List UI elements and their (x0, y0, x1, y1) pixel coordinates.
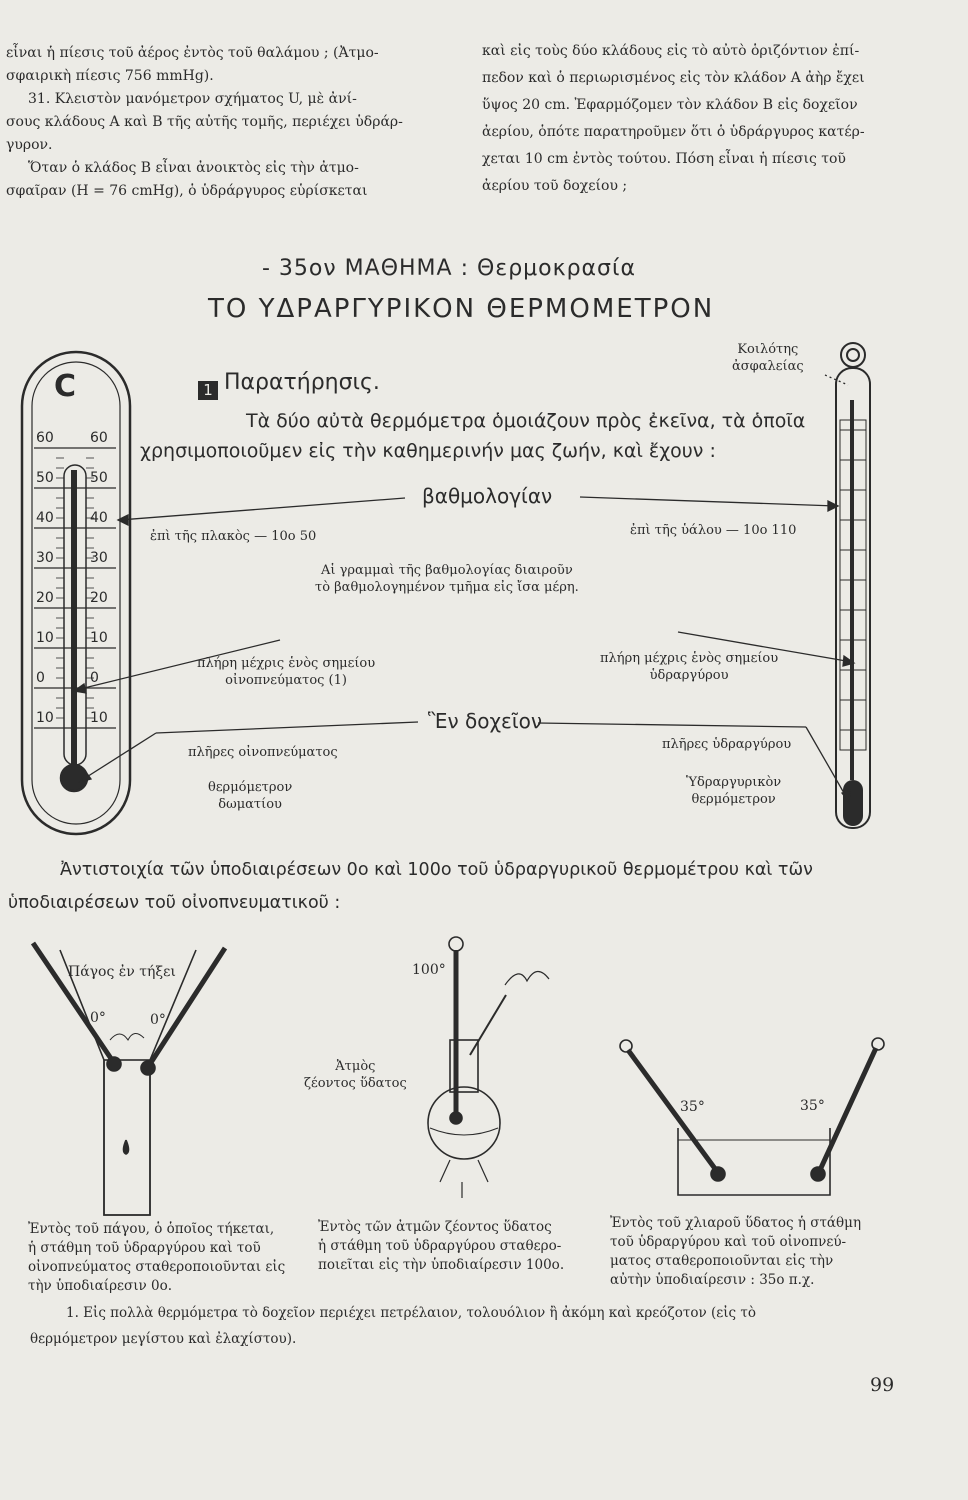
lesson-heading: - 35ον ΜΑΘΗΜΑ : Θερμοκρασία (262, 256, 636, 281)
mercury-thermometer (836, 343, 870, 828)
section-number: 1 (203, 381, 213, 399)
steam-cloud (505, 971, 549, 985)
mercury-thermometer-capillary (850, 400, 854, 780)
warm-thermometer-bulb-right (811, 1167, 825, 1181)
pointer-vessel-left (156, 722, 418, 733)
intro-line-1: Τὰ δύο αὐτὰ θερμόμετρα ὁμοιάζουν πρὸς ἐκεῖνα, τὰ ὁποῖα (246, 410, 806, 432)
pointer-vessel-right (538, 723, 806, 727)
label-line: ζέοντος ὕδατος (304, 1076, 407, 1091)
section-title: Παρατήρησις. (224, 370, 380, 395)
graduation-label: βαθμολογίαν (422, 484, 553, 508)
text-line: γυρον. (6, 137, 53, 153)
label-line: ἀσφαλείας (732, 359, 804, 374)
tick-label: 30 (90, 550, 108, 566)
lesson-title: ΤΟ ΥΔΡΑΡΓΥΡΙΚΟΝ ΘΕΡΜΟΜΕΤΡΟΝ (208, 294, 715, 324)
text-line: ὕψος 20 cm. Ἐφαρμόζομεν τὸν κλάδον B εἰς δοχεῖον (482, 97, 858, 113)
tick-label: 0 (90, 670, 99, 686)
tick-label: 30 (36, 550, 54, 566)
text-line: ἀερίου, ὁπότε παρατηροῦμεν ὅτι ὁ ὑδράργυρος κατέρ- (482, 124, 865, 140)
text-line: σους κλάδους A καὶ B τῆς αὐτῆς τομῆς, περιέχει ὑδράρ- (6, 114, 403, 130)
caption-line: τὴν ὑποδιαίρεσιν 0ο. (28, 1278, 173, 1294)
steam-outlet-tube (470, 995, 506, 1055)
text-line: πεδον καὶ ὁ περιωρισμένος εἰς τὸν κλάδον A ἀὴρ ἔχει (482, 70, 865, 86)
caption-line: Ὑδραργυρικὸν (686, 775, 782, 790)
tick-label: 20 (36, 590, 54, 606)
tick-label: 20 (90, 590, 108, 606)
caption-ice (28, 1220, 318, 1296)
ice-thermometer-bulb-right (141, 1061, 155, 1075)
page-number: 99 (870, 1374, 895, 1396)
safety-cavity-label (732, 341, 804, 375)
scale-letter: C (54, 369, 77, 404)
warm-degree-right: 35° (800, 1098, 825, 1114)
ice-degree-left: 0° (90, 1010, 106, 1026)
graduation-left-label: ἐπὶ τῆς πλακὸς — 10ο 50 (150, 529, 317, 544)
warm-degree-left: 35° (680, 1099, 705, 1115)
tick-label: 60 (36, 430, 54, 446)
warm-thermometer-bulb-left (711, 1167, 725, 1181)
intro-line-2: χρησιμοποιοῦμεν εἰς τὴν καθημερινήν μας ζωήν, καὶ ἔχουν : (140, 440, 716, 462)
mercury-thermometer-caption (686, 774, 781, 808)
vessel-left-label: πλῆρες οἰνοπνεύματος (188, 745, 338, 760)
text-line: καὶ εἰς τοὺς δύο κλάδους εἰς τὸ αὐτὸ ὁριζόντιον ἐπί- (482, 43, 860, 59)
safety-cavity-inner (847, 349, 859, 361)
caption-steam (318, 1218, 608, 1275)
ice-thermometer-left (33, 943, 112, 1060)
label-line: ὑδραργύρου (649, 668, 729, 683)
text-line: 31. Κλειστὸν μανόμετρον σχήματος U, μὲ ἀνί- (28, 91, 357, 107)
note-line: Αἱ γραμμαὶ τῆς βαθμολογίας διαιροῦν (321, 563, 573, 578)
text-line: σφαῖραν (H = 76 cmHg), ὁ ὑδράργυρος εὑρίσκεται (6, 183, 368, 199)
footnote (30, 1300, 930, 1352)
room-scale-labels-right (90, 430, 120, 750)
caption-line: ἡ στάθμη τοῦ ὑδραργύρου καὶ τοῦ (28, 1240, 261, 1256)
tick-label: 50 (36, 470, 54, 486)
text-line: χεται 10 cm ἐντὸς τούτου. Πόση εἶναι ἡ πίεσις τοῦ (482, 151, 846, 167)
label-line: οἰνοπνεύματος (1) (225, 673, 347, 688)
text-line: ἀερίου τοῦ δοχείου ; (482, 178, 628, 194)
vessel-label: Ἓν δοχεῖον (428, 709, 543, 733)
footnote-line: θερμόμετρον μεγίστου καὶ ἐλαχίστου). (30, 1331, 297, 1347)
pointer-graduation-right (580, 497, 836, 506)
caption-line: αὐτὴν ὑποδιαίρεσιν : 35ο π.χ. (610, 1272, 815, 1288)
steam-experiment (428, 937, 549, 1198)
text-line: εἶναι ἡ πίεσις τοῦ ἀέρος ἐντὸς τοῦ θαλάμου ; (Ἀτμο- (6, 45, 379, 61)
tick-label: 50 (90, 470, 108, 486)
full-mercury-label (600, 650, 778, 684)
tick-label: 40 (90, 510, 108, 526)
room-scale-labels-left (36, 430, 66, 750)
caption-line: Ἐντὸς τοῦ χλιαροῦ ὕδατος ἡ στάθμη (610, 1215, 862, 1231)
vessel-right-label: πλῆρες ὑδραργύρου (662, 737, 792, 752)
warm-thermometer-right (820, 1048, 876, 1170)
ice-degree-right: 0° (150, 1012, 166, 1028)
ice-label: Πάγος ἐν τήξει (68, 964, 176, 980)
ice-thermometer-bulb-left (107, 1057, 121, 1071)
warm-thermometer-ring-left (620, 1040, 632, 1052)
text-line: σφαιρικὴ πίεσις 756 mmHg). (6, 68, 214, 84)
caption-line: τοῦ ὑδραργύρου καὶ τοῦ οἰνοπνεύ- (610, 1234, 847, 1250)
warm-water-basin (678, 1128, 830, 1195)
ice-funnel (60, 950, 196, 1215)
tick-label: 40 (36, 510, 54, 526)
graduation-right-label: ἐπὶ τῆς ὑάλου — 10ο 110 (630, 523, 797, 538)
room-thermometer-column (71, 470, 77, 770)
graduation-note (315, 562, 579, 596)
steam-degree: 100° (412, 962, 446, 978)
caption-line: ἡ στάθμη τοῦ ὑδραργύρου σταθερο- (318, 1238, 562, 1254)
steam-thermometer-ring (449, 937, 463, 951)
steam-thermometer-bulb (450, 1112, 462, 1124)
steam-label (304, 1058, 407, 1092)
pointer-graduation-left (120, 498, 405, 520)
caption-line: ποιεῖται εἰς τὴν ὑποδιαίρεσιν 100ο. (318, 1257, 565, 1273)
pointer-vessel-right-arrow (806, 727, 848, 800)
label-line: πλήρη μέχρις ἑνὸς σημείου (197, 656, 376, 671)
tick-label: 60 (90, 430, 108, 446)
caption-line: Ἐντὸς τοῦ πάγου, ὁ ὁποῖος τήκεται, (28, 1221, 275, 1237)
label-line: Ἀτμὸς (335, 1059, 376, 1074)
ice-beaker (104, 1060, 150, 1215)
label-line: πλήρη μέχρις ἑνὸς σημείου (600, 651, 779, 666)
water-drop (124, 1140, 129, 1154)
tick-label: 0 (36, 670, 45, 686)
text-line: Ὅταν ὁ κλάδος B εἶναι ἀνοικτὸς εἰς τὴν ἀτμο- (28, 160, 359, 176)
caption-line: θερμόμετρον (691, 792, 776, 807)
note-line: τὸ βαθμολογημένον τμῆμα εἰς ἴσα μέρη. (315, 580, 579, 595)
label-line: Κοιλότης (737, 342, 799, 357)
caption-line: θερμόμετρον (208, 780, 293, 795)
tick-label: 10 (90, 630, 108, 646)
steam-flask (428, 1087, 500, 1159)
safety-cavity-ring (841, 343, 865, 367)
mercury-thermometer-bulb (843, 780, 863, 826)
tick-label: 10 (36, 710, 54, 726)
warm-water-experiment (620, 1038, 884, 1195)
caption-line: δωματίου (218, 797, 282, 812)
steam-burner (440, 1160, 488, 1198)
correspondence-line-2: ὑποδιαιρέσεων τοῦ οἰνοπνευματικοῦ : (8, 893, 341, 913)
ice-pieces (110, 1033, 144, 1040)
steam-water-level (430, 1128, 498, 1135)
full-alcohol-label (197, 655, 375, 689)
footnote-line: 1. Εἰς πολλὰ θερμόμετρα τὸ δοχεῖον περιέχει πετρέλαιον, τολουόλιον ἢ ἀκόμη καὶ κρεόζοτον (εἰς τὸ (66, 1305, 756, 1321)
caption-line: Ἐντὸς τῶν ἀτμῶν ζέοντος ὕδατος (318, 1219, 552, 1235)
room-thermometer-caption (208, 779, 292, 813)
warm-thermometer-ring-right (872, 1038, 884, 1050)
tick-label: 10 (36, 630, 54, 646)
caption-line: οἰνοπνεύματος σταθεροποιοῦνται εἰς (28, 1259, 286, 1275)
caption-warm (610, 1214, 900, 1290)
ice-experiment (33, 943, 225, 1215)
tick-label: 10 (90, 710, 108, 726)
caption-line: ματος σταθεροποιοῦνται εἰς τὴν (610, 1253, 834, 1269)
correspondence-line-1: Ἀντιστοιχία τῶν ὑποδιαιρέσεων 0ο καὶ 100ο τοῦ ὑδραργυρικοῦ θερμομέτρου καὶ τῶν (60, 860, 813, 880)
